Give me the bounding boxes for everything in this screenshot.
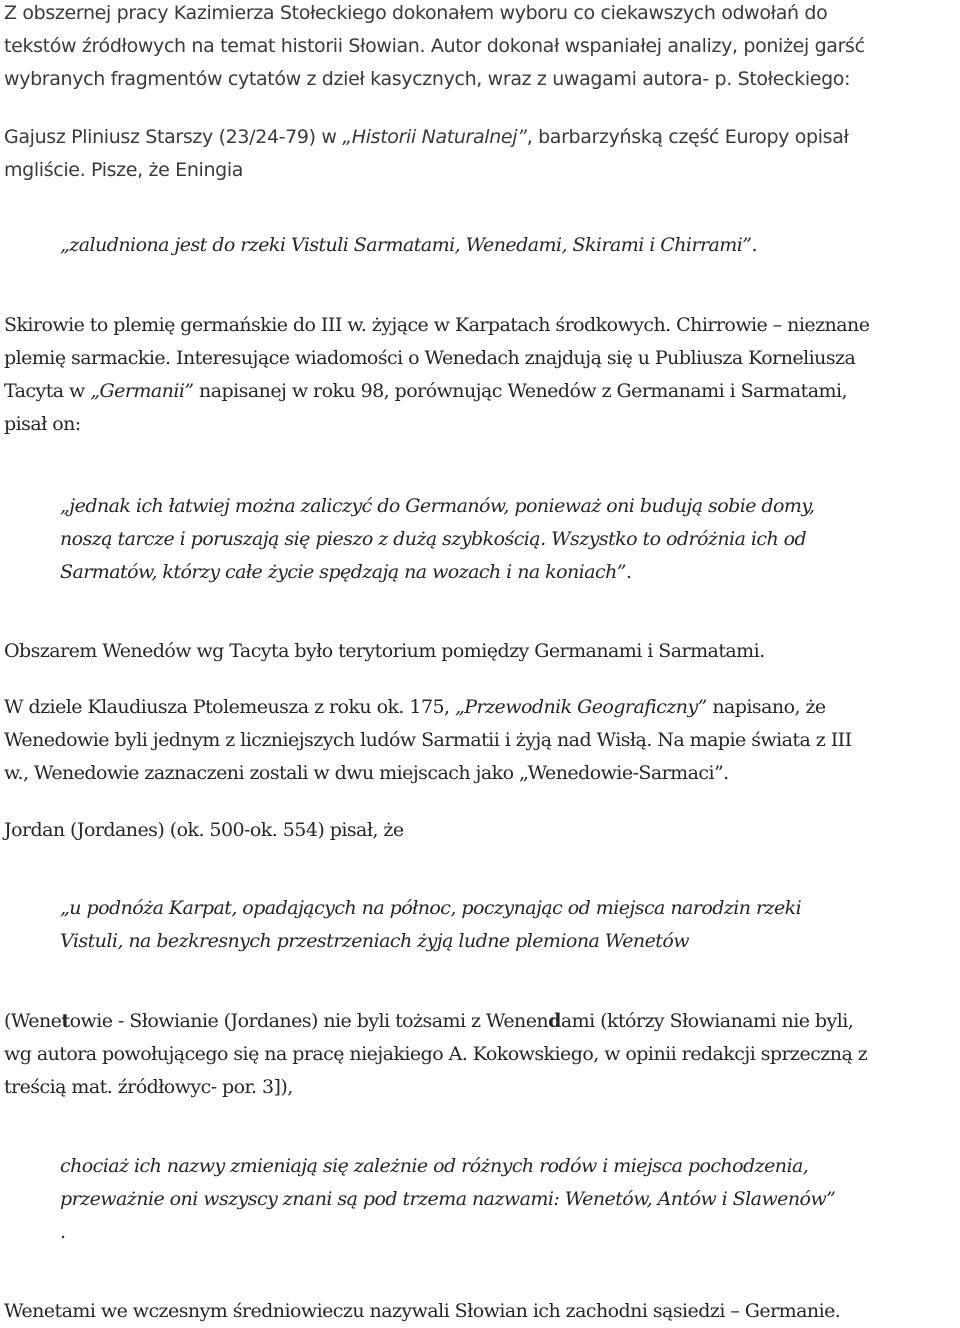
- text-segment: Interesujące wiadomości o Wenedach znajdują się u Publiusza Korneliusza: [170, 347, 856, 369]
- text-line: tekstów źródłowych na temat historii Słowian. Autor dokonał wspaniałej analizy, poniżej garść: [4, 35, 865, 57]
- text-line: w., Wenedowie zaznaczeni zostali w dwu miejscach jako „Wenedowie-Sarmaci”.: [4, 762, 729, 784]
- text-line: [4, 121, 960, 154]
- emphasized-letter: t: [61, 1010, 70, 1032]
- quote-tacitus: [60, 490, 950, 589]
- work-title-historia-naturalis: „Historii Naturalnej”: [342, 126, 527, 148]
- intro-paragraph: [4, 0, 960, 96]
- text-line: Z obszernej pracy Kazimierza Stołeckiego dokonałem wyboru co ciekawszych odwołań do: [4, 2, 828, 24]
- text-line: mgliście. Pisze, że Eningia: [4, 159, 244, 181]
- text-line: Wenetami we wczesnym średniowieczu nazywali Słowian ich zachodni sąsiedzi – Germanie.: [4, 1300, 841, 1322]
- work-title-geographia: „Przewodnik Geograficzny”: [455, 696, 707, 718]
- text-line: [60, 229, 950, 262]
- text-segment: Tacyta w: [4, 380, 91, 402]
- emphasized-letter: d: [548, 1010, 561, 1032]
- text-line: Sarmatów, którzy całe życie spędzają na wozach i na koniach”.: [60, 561, 632, 583]
- text-segment: napisano, że: [706, 696, 826, 718]
- text-segment: owie - Słowianie (Jordanes) nie byli tożsami z Wenen: [69, 1010, 549, 1032]
- text-line: noszą tarcze i poruszają się pieszo z dużą szybkością. Wszystko to odróżnia ich od: [60, 528, 807, 550]
- text-line: wybranych fragmentów cytatów z dzieł kasycznych, wraz z uwagami autora- p. Stołeckiego:: [4, 68, 851, 90]
- text-segment: (Wene: [4, 1010, 62, 1032]
- jordan-paragraph: [4, 814, 960, 847]
- text-line: Vistuli, na bezkresnych przestrzeniach żyją ludne plemiona Wenetów: [60, 930, 689, 952]
- closing-paragraph: [4, 1295, 960, 1328]
- editorial-note-paragraph: [4, 1005, 960, 1104]
- text-line: wg autora powołującego się na pracę niejakiego A. Kokowskiego, w opinii redakcji sprzeczną z: [4, 1043, 868, 1065]
- work-title-germania: „Germanii”: [90, 380, 194, 402]
- quote-pliny: [60, 229, 950, 262]
- text-segment: , barbarzyńską część Europy opisał: [526, 126, 849, 148]
- text-line: [4, 342, 960, 375]
- territory-paragraph: [4, 635, 960, 668]
- text-line: „jednak ich łatwiej można zaliczyć do Germanów, ponieważ oni budują sobie domy,: [60, 495, 815, 517]
- text-line: chociaż ich nazwy zmieniają się zależnie od różnych rodów i miejsca pochodzenia,: [60, 1155, 809, 1177]
- text-line: „u podnóża Karpat, opadających na północ, poczynając od miejsca narodzin rzeki: [60, 897, 802, 919]
- text-line: treścią mat. źródłowyc- por. 3]),: [4, 1076, 293, 1098]
- quote-end: .: [751, 234, 757, 256]
- text-segment: Gajusz Pliniusz Starszy (23/24-79) w: [4, 126, 343, 148]
- text-segment: W dziele Klaudiusza Ptolemeusza z roku ok. 175,: [4, 696, 456, 718]
- text-line: [4, 375, 960, 408]
- quote-jordan: [60, 892, 950, 958]
- text-line: [4, 691, 960, 724]
- text-segment: ami (którzy Słowianami nie byli,: [560, 1010, 854, 1032]
- text-line: .: [60, 1221, 66, 1243]
- quote-text: „zaludniona jest do rzeki Vistuli Sarmatami, Wenedami, Skirami i Chirrami”: [60, 234, 752, 256]
- text-line: przeważnie oni wszyscy znani są pod trzema nazwami: Wenetów, Antów i Slawenów”: [60, 1188, 836, 1210]
- text-line: [4, 1005, 960, 1038]
- quote-names: [60, 1150, 950, 1249]
- text-line: Jordan (Jordanes) (ok. 500-ok. 554) pisał, że: [4, 819, 404, 841]
- text-line: Obszarem Wenedów wg Tacyta było terytorium pomiędzy Germanami i Sarmatami.: [4, 640, 765, 662]
- pliny-paragraph: [4, 121, 960, 187]
- text-line: pisał on:: [4, 413, 81, 435]
- text-segment: napisanej w roku 98, porównując Wenedów z Germanami i Sarmatami,: [193, 380, 847, 402]
- text-segment: plemię sarmackie.: [4, 347, 171, 369]
- text-line: Skirowie to plemię germańskie do III w. żyjące w Karpatach środkowych. Chirrowie – nieznane: [4, 314, 870, 336]
- text-line: Wenedowie byli jednym z liczniejszych ludów Sarmatii i żyją nad Wisłą. Na mapie świata z III: [4, 729, 852, 751]
- tacitus-paragraph: [4, 309, 960, 441]
- ptolemy-paragraph: [4, 691, 960, 790]
